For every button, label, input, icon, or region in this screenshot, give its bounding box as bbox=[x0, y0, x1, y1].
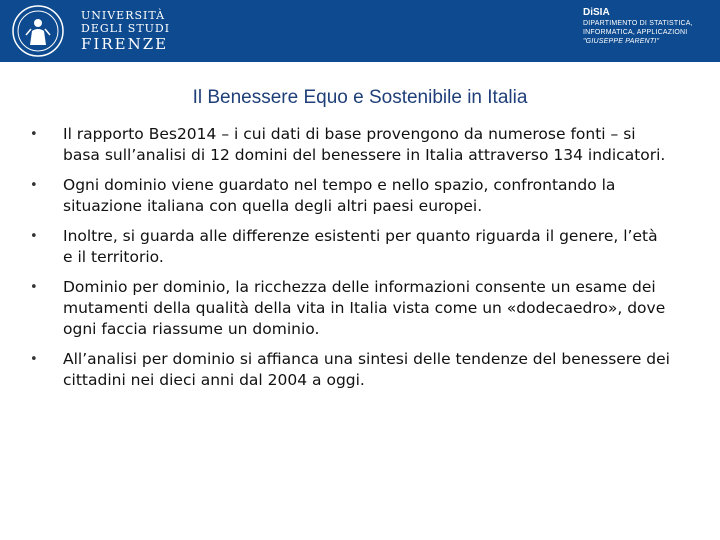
bullet-text: Ogni dominio viene guardato nel tempo e nello spazio, confrontando la situazione italiana con quella degli altri paesi europei. bbox=[63, 176, 616, 215]
department-block bbox=[583, 7, 718, 46]
department-name: DiSIA bbox=[583, 7, 610, 18]
bullet-item bbox=[30, 175, 670, 217]
university-seal-icon bbox=[12, 5, 64, 57]
department-line-3: "GIUSEPPE PARENTI" bbox=[583, 38, 660, 45]
bullet-list bbox=[30, 124, 670, 400]
university-name bbox=[81, 9, 170, 53]
bullet-icon: • bbox=[30, 229, 38, 244]
bullet-text: Il rapporto Bes2014 – i cui dati di base provengono da numerose fonti – si basa sull’analisi di 12 domini del benessere in Italia attraverso 134 indicatori. bbox=[63, 125, 666, 164]
bullet-icon: • bbox=[30, 127, 38, 142]
bullet-item bbox=[30, 349, 670, 391]
header-bar bbox=[0, 0, 720, 62]
university-line-1: UNIVERSITÀ bbox=[81, 9, 166, 22]
bullet-text: Inoltre, si guarda alle differenze esistenti per quanto riguarda il genere, l’età e il territorio. bbox=[63, 227, 658, 266]
bullet-item bbox=[30, 277, 670, 340]
bullet-item bbox=[30, 226, 670, 268]
bullet-item bbox=[30, 124, 670, 166]
department-line-1: DIPARTIMENTO DI STATISTICA, bbox=[583, 20, 693, 27]
bullet-icon: • bbox=[30, 352, 38, 367]
bullet-icon: • bbox=[30, 178, 38, 193]
department-line-2: INFORMATICA, APPLICAZIONI bbox=[583, 29, 688, 36]
bullet-icon: • bbox=[30, 280, 38, 295]
bullet-text: Dominio per dominio, la ricchezza delle informazioni consente un esame dei mutamenti della qualità della vita in Italia vista come un «dodecaedro», dove ogni faccia riassume un dominio. bbox=[63, 278, 666, 338]
university-line-3: FIRENZE bbox=[81, 35, 169, 53]
bullet-text: All’analisi per dominio si affianca una sintesi delle tendenze del benessere dei cittadini nei dieci anni dal 2004 a oggi. bbox=[63, 350, 670, 389]
slide-title: Il Benessere Equo e Sostenibile in Italia bbox=[192, 87, 528, 108]
university-line-2: DEGLI STUDI bbox=[81, 22, 171, 35]
